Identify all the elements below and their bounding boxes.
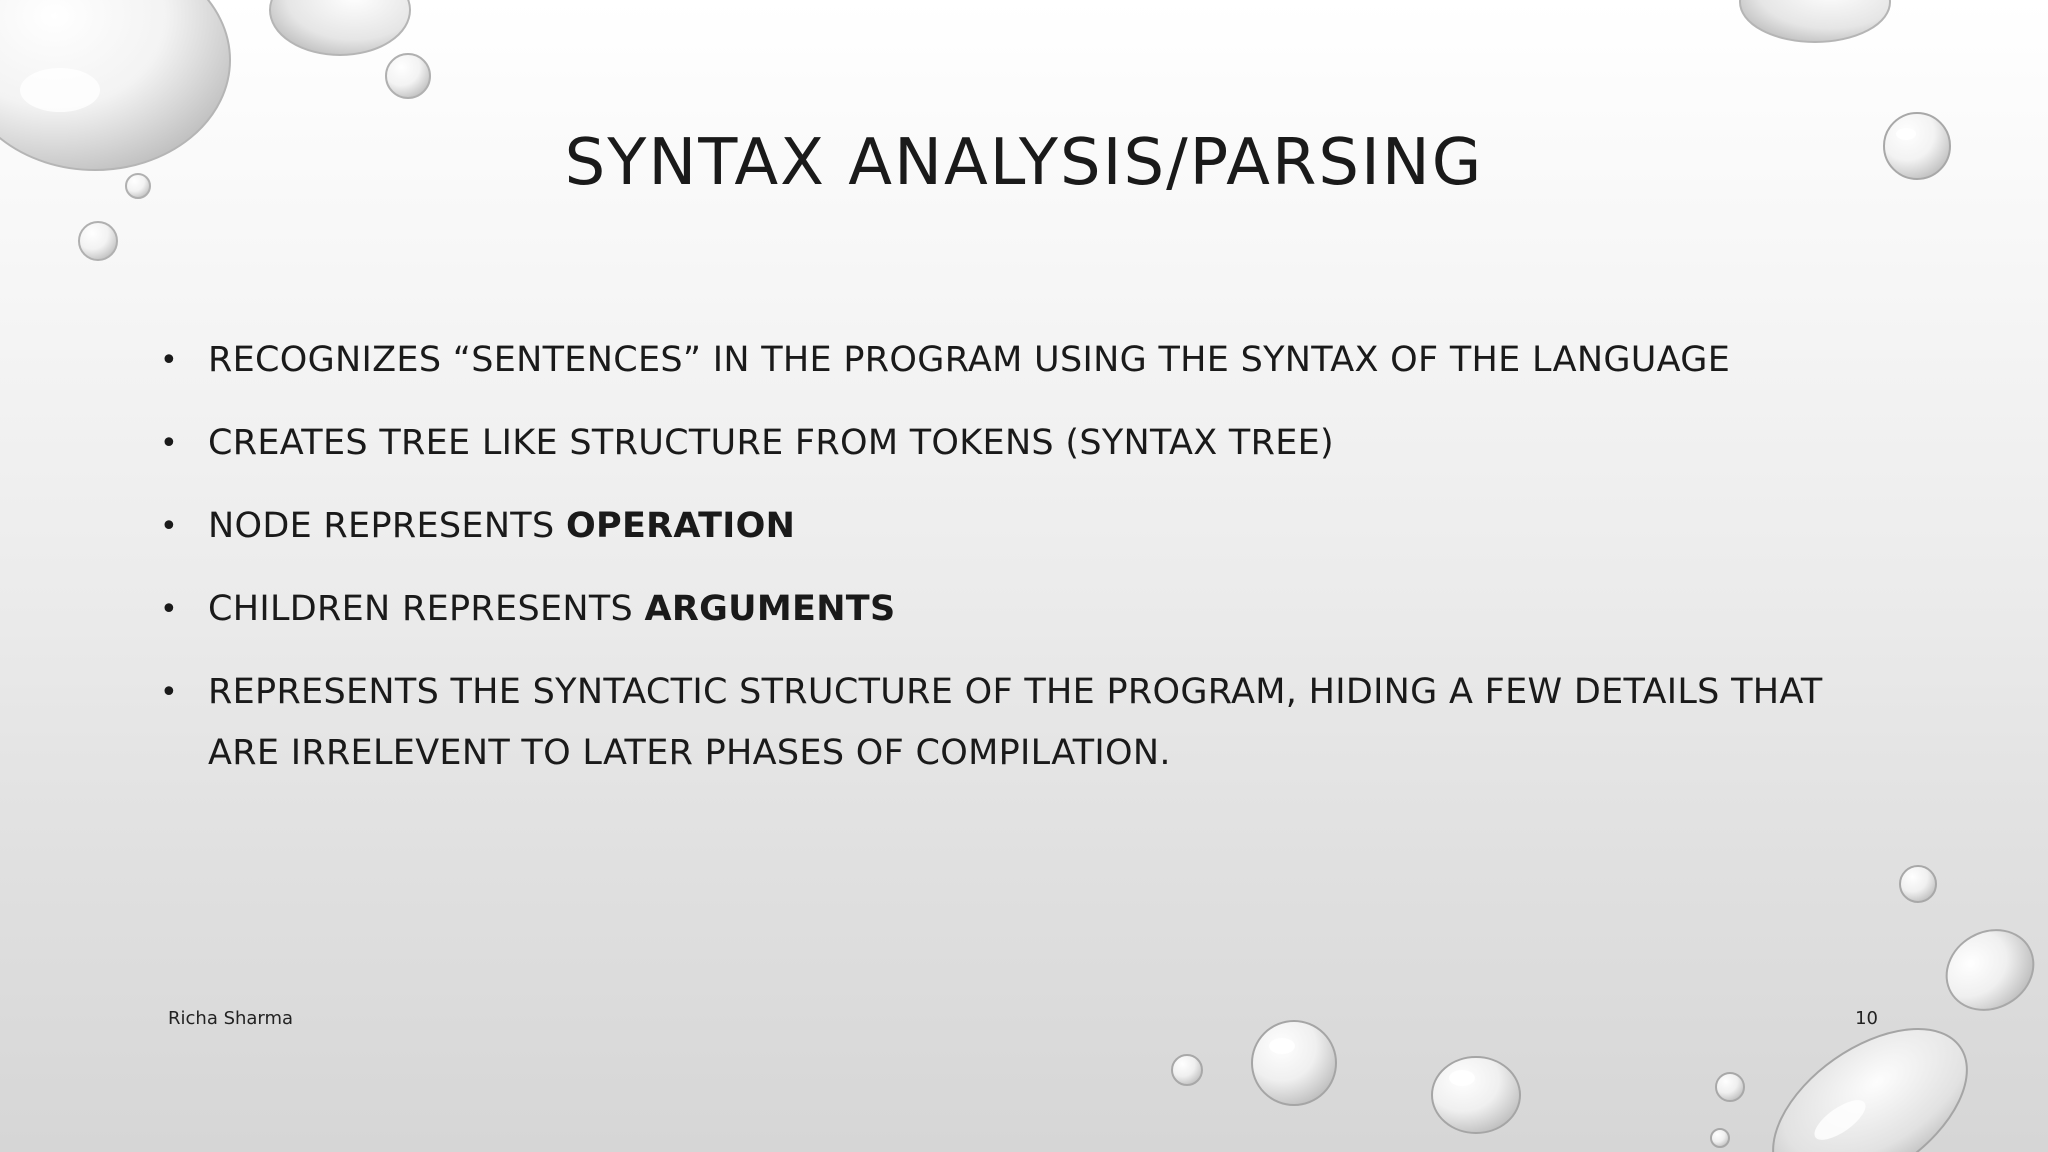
page-number: 10: [1855, 1008, 1878, 1029]
bullet-glyph: •: [160, 592, 178, 627]
bullet-bold-text: OPERATION: [565, 506, 796, 546]
bullet-glyph: •: [160, 675, 178, 710]
bullet-list: [160, 330, 1880, 806]
water-drop: [1740, 0, 1890, 42]
water-drop: [1711, 1129, 1729, 1147]
water-drop: [1432, 1057, 1520, 1133]
water-drop: [1932, 915, 2048, 1026]
water-drop: [1252, 1021, 1336, 1105]
bullet-bold-text: ARGUMENTS: [644, 589, 896, 629]
bullet-text: CHILDREN REPRESENTS: [208, 589, 645, 629]
bullet-glyph: •: [160, 343, 178, 378]
bullet-item: [160, 579, 1880, 640]
bullet-item: [160, 496, 1880, 557]
bullet-glyph: •: [160, 426, 178, 461]
water-drop: [79, 222, 117, 260]
water-drop: [270, 0, 410, 55]
water-drop: [1900, 866, 1936, 902]
bullet-text: NODE REPRESENTS: [208, 506, 566, 546]
bullet-text: RECOGNIZES “SENTENCES” IN THE PROGRAM USING THE SYNTAX OF THE LANGUAGE: [208, 340, 1731, 380]
bullet-text: REPRESENTS THE SYNTACTIC STRUCTURE OF THE PROGRAM, HIDING A FEW DETAILS THAT ARE IRRELEVENT TO LATER PHASES OF COMPILATION.: [208, 672, 1823, 773]
water-drop: [1172, 1055, 1202, 1085]
water-drop: [386, 54, 430, 98]
bullet-item: [160, 413, 1880, 474]
bullet-glyph: •: [160, 509, 178, 544]
footer-author: Richa Sharma: [168, 1008, 294, 1029]
water-drop: [1716, 1073, 1744, 1101]
bullet-text: CREATES TREE LIKE STRUCTURE FROM TOKENS (SYNTAX TREE): [208, 423, 1334, 463]
bullet-item: [160, 330, 1880, 391]
slide-title: SYNTAX ANALYSIS/PARSING: [564, 126, 1484, 200]
bullet-item: [160, 662, 1880, 784]
